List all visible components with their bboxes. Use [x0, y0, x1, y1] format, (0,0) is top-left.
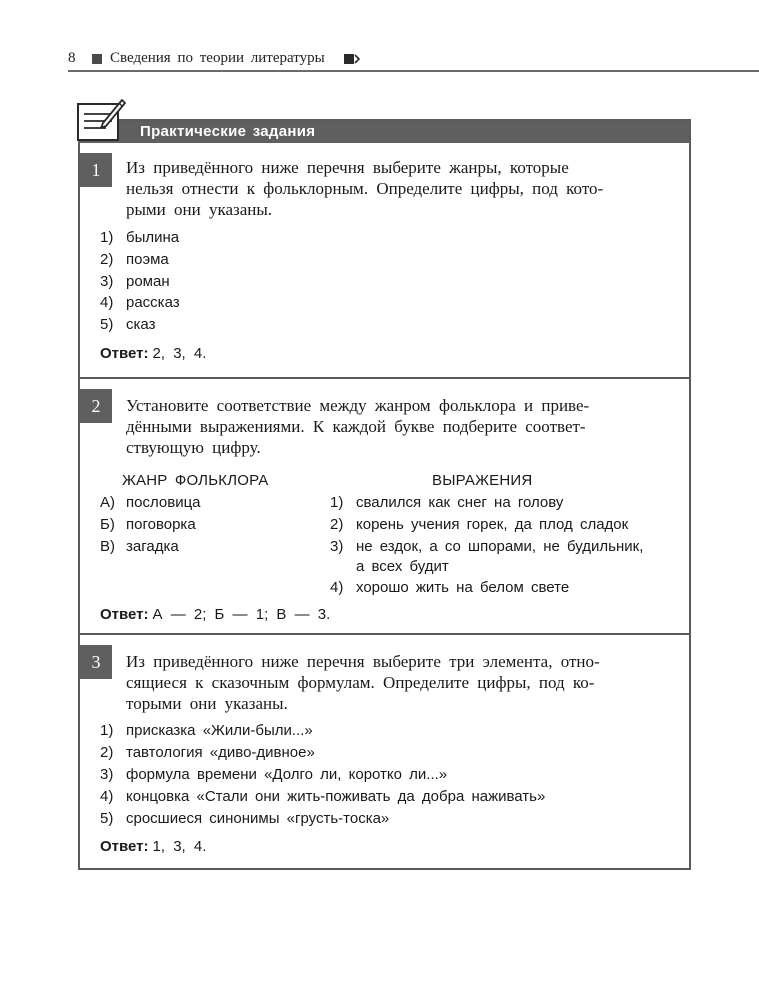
question-line: торыми они указаны. — [126, 694, 288, 713]
task-3-option: 1) присказка «Жили-были...» — [100, 722, 313, 739]
answer-value: 2, 3, 4. — [152, 345, 207, 362]
header-divider — [68, 70, 759, 72]
task-1-option: 4) рассказ — [100, 294, 180, 311]
task-3-option: 2) тавтология «диво-дивное» — [100, 744, 315, 761]
square-bullet-icon — [92, 54, 102, 64]
task-number-3: 3 — [80, 645, 112, 679]
task-1-option: 2) поэма — [100, 251, 169, 268]
task-3-question — [126, 651, 679, 714]
answer-value: А — 2; Б — 1; В — 3. — [152, 606, 331, 623]
answer-label: Ответ: — [100, 606, 149, 623]
task-divider — [80, 377, 689, 379]
task-1-answer — [100, 345, 206, 362]
section-title: Практические задания — [140, 123, 316, 140]
book-arrow-icon — [344, 52, 362, 66]
answer-value: 1, 3, 4. — [152, 838, 207, 855]
task-number-2: 2 — [80, 389, 112, 423]
task-3-option: 3) формула времени «Долго ли, коротко ли...» — [100, 766, 448, 783]
page-header — [68, 48, 759, 72]
task-divider — [80, 633, 689, 635]
answer-label: Ответ: — [100, 838, 149, 855]
task-3-option: 5) сросшиеся синонимы «грусть-тоска» — [100, 810, 390, 827]
expression-item: 3) не ездок, а со шпорами, не будильник, — [330, 538, 644, 555]
task-3-answer — [100, 838, 206, 855]
question-line: ствующую цифру. — [126, 438, 261, 457]
task-2-answer — [100, 606, 330, 623]
task-number-1: 1 — [80, 153, 112, 187]
right-column-header: ВЫРАЖЕНИЯ — [432, 472, 533, 489]
question-line: сящиеся к сказочным формулам. Определите цифры, под ко- — [126, 673, 595, 692]
answer-label: Ответ: — [100, 345, 149, 362]
expression-item: 2) корень учения горек, да плод сладок — [330, 516, 629, 533]
task-1-option: 3) роман — [100, 273, 170, 290]
question-line: дёнными выражениями. К каждой букве подберите соответ- — [126, 417, 586, 436]
expression-item-continued: а всех будит — [356, 558, 449, 575]
expression-item: 1) свалился как снег на голову — [330, 494, 564, 511]
left-column-header: ЖАНР ФОЛЬКЛОРА — [122, 472, 269, 489]
notebook-pencil-icon — [76, 98, 126, 142]
expression-item: 4) хорошо жить на белом свете — [330, 579, 570, 596]
task-1-question — [126, 157, 679, 220]
question-line: Установите соответствие между жанром фольклора и приве- — [126, 396, 590, 415]
page-number: 8 — [68, 50, 76, 66]
genre-item: Б) поговорка — [100, 516, 196, 533]
question-line: рыми они указаны. — [126, 200, 273, 219]
section-bar — [80, 121, 689, 143]
genre-item: А) пословица — [100, 494, 201, 511]
running-title: Сведения по теории литературы — [110, 50, 325, 66]
task-2-question — [126, 395, 679, 458]
task-1-option: 1) былина — [100, 229, 180, 246]
task-3-option: 4) концовка «Стали они жить-поживать да добра наживать» — [100, 788, 546, 805]
question-line: Из приведённого ниже перечня выберите жанры, которые — [126, 158, 569, 177]
question-line: нельзя отнести к фольклорным. Определите цифры, под кото- — [126, 179, 604, 198]
genre-item: В) загадка — [100, 538, 179, 555]
tasks-frame — [78, 119, 691, 870]
task-1-option: 5) сказ — [100, 316, 156, 333]
question-line: Из приведённого ниже перечня выберите три элемента, отно- — [126, 652, 600, 671]
